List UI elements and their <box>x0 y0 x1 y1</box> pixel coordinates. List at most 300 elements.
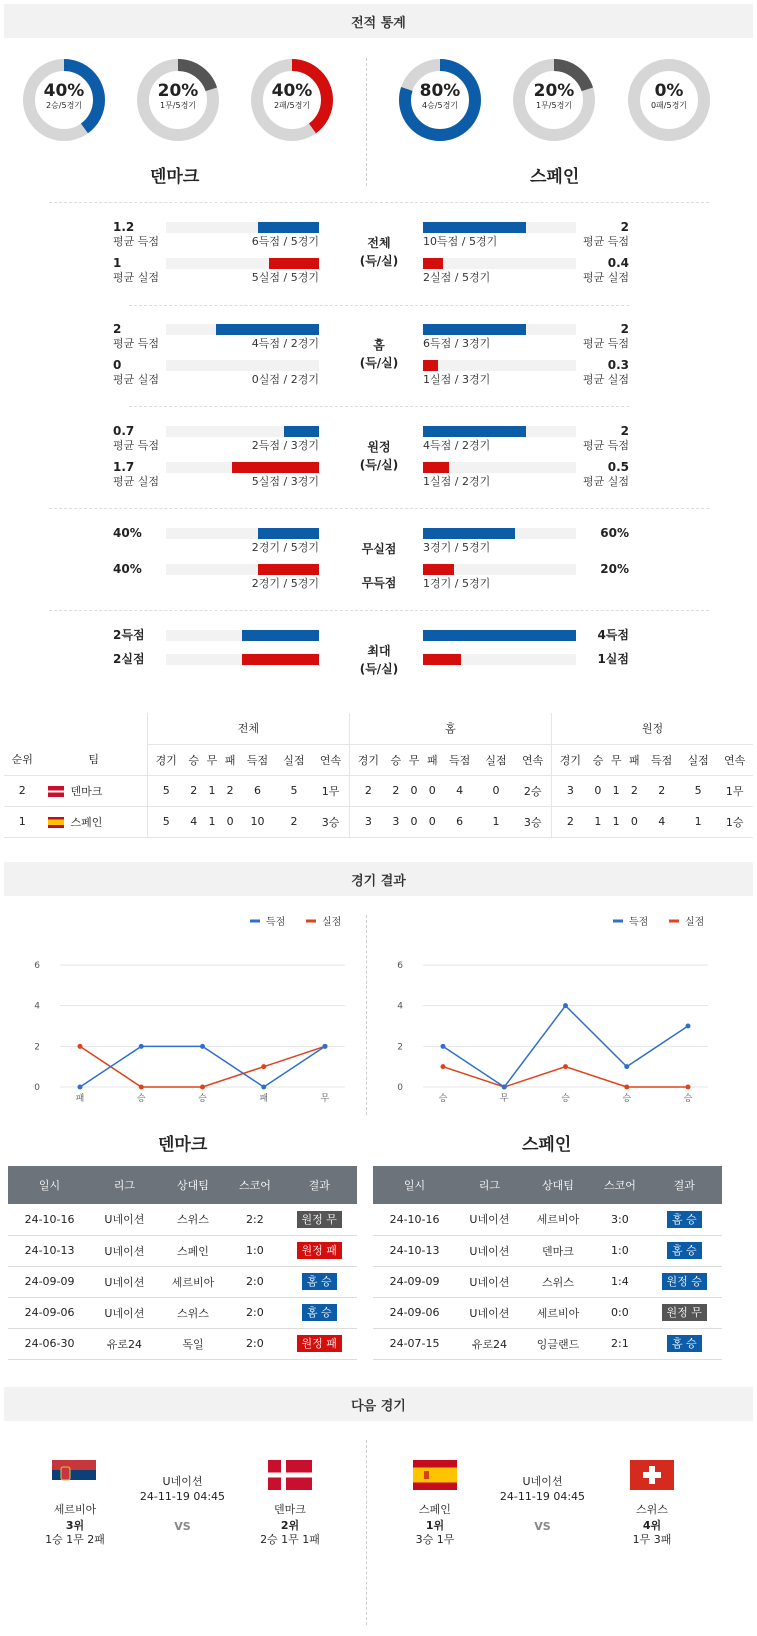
left-bar-caption: 4득점 / 2경기 <box>251 337 319 350</box>
table-cell: 1:4 <box>593 1266 646 1297</box>
column-header: 일시 <box>8 1166 91 1204</box>
center-line: (득/실) <box>359 458 399 472</box>
x-tick-label: 무 <box>499 1094 509 1104</box>
divider <box>366 1440 367 1625</box>
table-cell: 0 <box>589 775 607 806</box>
column-header: 무 <box>203 744 221 775</box>
column-header: 득점 <box>239 744 275 775</box>
column-header: 결과 <box>646 1166 722 1204</box>
right-bar-track <box>423 360 576 371</box>
donut-subtext: 1무/5경기 <box>535 101 573 110</box>
left-stat-value: 2실점 <box>113 652 145 666</box>
center-line: 무득점 <box>361 576 397 590</box>
data-point <box>200 1085 205 1090</box>
y-tick-label: 6 <box>397 961 403 971</box>
next-date: 24-11-19 04:45 <box>139 1490 226 1503</box>
table-cell: 잉글랜드 <box>523 1328 594 1359</box>
left-bar-caption: 0실점 / 2경기 <box>251 373 319 386</box>
divider <box>366 58 367 186</box>
table-cell: 1무 <box>312 775 349 806</box>
column-header: 승 <box>185 744 203 775</box>
next-away-name: 덴마크 <box>274 1503 306 1516</box>
vs-label: VS <box>534 1520 551 1533</box>
donut-percent: 40% <box>271 81 313 101</box>
y-tick-label: 0 <box>34 1083 40 1093</box>
left-bar-track <box>166 564 319 575</box>
right-bar-fill <box>423 258 443 269</box>
right-bar-caption: 4득점 / 2경기 <box>423 439 491 452</box>
table-cell: 3 <box>552 775 589 806</box>
data-point <box>78 1044 83 1049</box>
right-stat-label: 평균 실점 <box>582 373 629 386</box>
table-cell: 1 <box>607 775 625 806</box>
table-cell: 24-09-09 <box>8 1266 91 1297</box>
legend-label: 득점 <box>629 917 649 928</box>
right-stat-value: 2 <box>620 424 629 438</box>
legend-label: 실점 <box>322 917 342 928</box>
column-header: 팀 <box>40 744 147 775</box>
table-cell: 24-10-16 <box>373 1204 456 1235</box>
y-tick-label: 4 <box>34 1001 40 1012</box>
left-bar-fill <box>258 528 319 539</box>
next-date: 24-11-19 04:45 <box>499 1490 586 1503</box>
data-point <box>78 1085 83 1090</box>
table-row <box>4 775 753 806</box>
x-tick-label: 무 <box>320 1094 330 1104</box>
table-cell: 3승 <box>514 806 551 837</box>
next-home-rank: 3위 <box>65 1519 85 1532</box>
table-cell: 유로24 <box>456 1328 522 1359</box>
right-stat-value: 0.4 <box>607 256 629 270</box>
table-cell: 2 <box>185 775 203 806</box>
x-tick-label: 승 <box>438 1094 448 1104</box>
team-name: 스페인 <box>70 815 103 829</box>
table-cell: 1 <box>203 806 221 837</box>
line-chart-right <box>383 905 723 1110</box>
column-header: 연속 <box>312 744 349 775</box>
row-divider <box>49 508 709 509</box>
next-league: U네이션 <box>522 1475 563 1488</box>
result-cell <box>646 1328 722 1359</box>
row-divider <box>129 305 629 306</box>
table-cell: 스위스 <box>158 1204 229 1235</box>
table-cell: 24-09-06 <box>373 1297 456 1328</box>
team-cell <box>40 806 147 837</box>
y-tick-label: 2 <box>34 1042 40 1053</box>
donut-chart <box>398 58 482 142</box>
left-stat-label: 평균 득점 <box>113 439 160 452</box>
left-stat-value: 0.7 <box>113 424 135 438</box>
series-line <box>80 1046 325 1087</box>
table-cell: 0 <box>625 806 643 837</box>
donut-subtext: 1무/5경기 <box>159 101 197 110</box>
right-stat-label: 평균 실점 <box>582 475 629 488</box>
right-bar-fill <box>423 426 526 437</box>
table-cell: 1 <box>680 806 716 837</box>
column-header: 패 <box>423 744 441 775</box>
data-point <box>139 1085 144 1090</box>
team-name-left-results: 덴마크 <box>158 1135 208 1155</box>
right-bar-fill <box>423 528 515 539</box>
column-header: 득점 <box>441 744 477 775</box>
table-cell: 0 <box>478 775 514 806</box>
x-tick-label: 승 <box>136 1094 146 1104</box>
x-tick-label: 패 <box>259 1094 269 1104</box>
right-stat-value: 1실점 <box>597 652 629 666</box>
right-stat-value: 60% <box>600 526 629 540</box>
right-bar-caption: 1실점 / 2경기 <box>423 475 491 488</box>
right-bar-caption: 3경기 / 5경기 <box>423 541 491 554</box>
column-header: 스코어 <box>228 1166 281 1204</box>
result-badge: 홈 승 <box>302 1304 337 1321</box>
left-stat-label: 평균 실점 <box>113 271 160 284</box>
table-cell: 6 <box>441 806 477 837</box>
right-stat-label: 평균 득점 <box>582 439 629 452</box>
y-tick-label: 4 <box>397 1001 403 1012</box>
legend-label: 득점 <box>266 917 286 928</box>
next-away-name: 스위스 <box>636 1503 668 1516</box>
donut-chart <box>22 58 106 142</box>
result-cell <box>646 1297 722 1328</box>
table-cell: 24-10-13 <box>8 1235 91 1266</box>
vs-label: VS <box>174 1520 191 1533</box>
spain-flag-icon <box>413 1460 457 1490</box>
result-badge: 홈 승 <box>302 1273 337 1290</box>
column-header: 실점 <box>680 744 716 775</box>
result-badge: 홈 승 <box>667 1211 702 1228</box>
section-title-stats: 전적 통계 <box>4 4 753 38</box>
result-cell <box>646 1235 722 1266</box>
table-cell: 4 <box>441 775 477 806</box>
column-header: 패 <box>221 744 239 775</box>
left-bar-track <box>166 360 319 371</box>
center-line: (득/실) <box>359 254 399 268</box>
column-header: 득점 <box>643 744 679 775</box>
left-stat-label: 평균 득점 <box>113 235 160 248</box>
table-cell: 2 <box>349 775 386 806</box>
left-stat-value: 40% <box>113 562 142 576</box>
compare-center-label <box>349 438 409 474</box>
result-cell <box>281 1266 357 1297</box>
right-stat-value: 0.3 <box>607 358 629 372</box>
donut-subtext: 2승/5경기 <box>45 101 83 110</box>
left-stat-value: 1.2 <box>113 220 135 234</box>
team-cell <box>40 775 147 806</box>
table-cell: 1:0 <box>593 1235 646 1266</box>
left-bar-track <box>166 222 319 233</box>
row-divider <box>49 202 709 203</box>
donut-subtext: 4승/5경기 <box>421 101 459 110</box>
next-away-record: 2승 1무 1패 <box>260 1533 320 1546</box>
result-badge: 원정 승 <box>662 1273 707 1290</box>
column-header: 실점 <box>478 744 514 775</box>
data-point <box>624 1085 629 1090</box>
table-cell: 1 <box>589 806 607 837</box>
table-row <box>4 806 753 837</box>
right-stat-label: 평균 득점 <box>582 337 629 350</box>
column-header: 연속 <box>716 744 753 775</box>
data-point <box>624 1064 629 1069</box>
right-stat-label: 평균 득점 <box>582 235 629 248</box>
donut-percent: 40% <box>43 81 85 101</box>
table-cell: 5 <box>147 806 184 837</box>
right-bar-track <box>423 462 576 473</box>
table-row <box>8 1328 357 1359</box>
table-cell: 0:0 <box>593 1297 646 1328</box>
table-cell: U네이션 <box>91 1297 157 1328</box>
left-bar-fill <box>258 564 319 575</box>
left-bar-fill <box>242 654 319 665</box>
column-header: 연속 <box>514 744 551 775</box>
left-stat-value: 0 <box>113 358 122 372</box>
table-row <box>8 1297 357 1328</box>
data-point <box>563 1064 568 1069</box>
y-tick-label: 0 <box>397 1083 403 1093</box>
table-cell: U네이션 <box>456 1235 522 1266</box>
table-cell: 1승 <box>716 806 753 837</box>
column-header: 무 <box>607 744 625 775</box>
column-header: 순위 <box>4 744 40 775</box>
table-cell: 덴마크 <box>523 1235 594 1266</box>
table-cell: 2 <box>221 775 239 806</box>
left-bar-fill <box>258 222 319 233</box>
table-cell: 스페인 <box>158 1235 229 1266</box>
table-cell: 세르비아 <box>158 1266 229 1297</box>
series-line <box>80 1046 325 1087</box>
right-bar-track <box>423 630 576 641</box>
left-bar-fill <box>269 258 319 269</box>
next-league: U네이션 <box>162 1475 203 1488</box>
data-point <box>441 1044 446 1049</box>
table-cell: U네이션 <box>91 1266 157 1297</box>
data-point <box>563 1003 568 1008</box>
left-bar-caption: 6득점 / 5경기 <box>251 235 319 248</box>
standings-table <box>4 713 753 838</box>
table-cell: U네이션 <box>456 1266 522 1297</box>
donut-chart <box>136 58 220 142</box>
left-bar-track <box>166 324 319 335</box>
column-header: 승 <box>387 744 405 775</box>
table-cell: 스위스 <box>523 1266 594 1297</box>
donut-chart <box>627 58 711 142</box>
right-bar-fill <box>423 324 526 335</box>
table-row <box>373 1328 722 1359</box>
center-line: 무실점 <box>361 542 397 556</box>
denmark-flag-icon <box>268 1460 312 1490</box>
table-row <box>8 1204 357 1235</box>
legend-label: 실점 <box>685 917 705 928</box>
data-point <box>261 1085 266 1090</box>
table-cell: 4 <box>643 806 679 837</box>
left-bar-fill <box>242 630 319 641</box>
right-bar-track <box>423 564 576 575</box>
divider <box>366 915 367 1115</box>
left-stat-label: 평균 득점 <box>113 337 160 350</box>
left-stat-label: 평균 실점 <box>113 475 160 488</box>
next-home-record: 1승 1무 2패 <box>45 1533 105 1546</box>
right-bar-track <box>423 528 576 539</box>
right-bar-caption: 10득점 / 5경기 <box>423 235 498 248</box>
column-header: 상대팀 <box>158 1166 229 1204</box>
left-stat-value: 1 <box>113 256 122 270</box>
result-badge: 원정 패 <box>297 1242 342 1259</box>
result-cell <box>281 1204 357 1235</box>
x-tick-label: 패 <box>75 1094 85 1104</box>
result-badge: 원정 패 <box>297 1335 342 1352</box>
table-cell: 4 <box>185 806 203 837</box>
left-stat-value: 40% <box>113 526 142 540</box>
x-tick-label: 승 <box>561 1094 570 1104</box>
table-cell: 2:0 <box>228 1266 281 1297</box>
table-cell: 1 <box>607 806 625 837</box>
right-bar-track <box>423 222 576 233</box>
left-bar-caption: 2득점 / 3경기 <box>251 439 319 452</box>
right-bar-fill <box>423 654 461 665</box>
donut-subtext: 0패/5경기 <box>650 101 688 110</box>
left-bar-track <box>166 654 319 665</box>
right-stat-value: 0.5 <box>607 460 629 474</box>
left-bar-caption: 2경기 / 5경기 <box>251 541 319 554</box>
results-table-left <box>8 1166 357 1360</box>
table-cell: 2:0 <box>228 1297 281 1328</box>
table-row <box>373 1235 722 1266</box>
compare-center-label <box>349 642 409 678</box>
next-home-rank: 1위 <box>425 1519 445 1532</box>
table-cell: 5 <box>680 775 716 806</box>
team-name-right: 스페인 <box>530 167 580 187</box>
right-bar-caption: 2실점 / 5경기 <box>423 271 491 284</box>
column-header: 상대팀 <box>523 1166 594 1204</box>
right-bar-fill <box>423 462 449 473</box>
center-line: 원정 <box>367 440 391 454</box>
right-bar-fill <box>423 630 576 641</box>
right-bar-fill <box>423 564 454 575</box>
team-name-right-results: 스페인 <box>522 1135 572 1155</box>
right-stat-label: 평균 실점 <box>582 271 629 284</box>
column-header: 경기 <box>349 744 386 775</box>
donut-percent: 0% <box>654 81 684 101</box>
result-badge: 원정 무 <box>297 1211 342 1228</box>
result-cell <box>646 1266 722 1297</box>
table-cell: 2:1 <box>593 1328 646 1359</box>
right-bar-track <box>423 654 576 665</box>
column-header: 스코어 <box>593 1166 646 1204</box>
table-cell: 1 <box>478 806 514 837</box>
table-cell: U네이션 <box>456 1204 522 1235</box>
left-bar-fill <box>284 426 319 437</box>
table-cell: U네이션 <box>456 1297 522 1328</box>
table-cell: 2:0 <box>228 1328 281 1359</box>
table-cell: 스위스 <box>158 1297 229 1328</box>
result-cell <box>281 1328 357 1359</box>
left-stat-value: 2 <box>113 322 122 336</box>
next-home-record: 3승 1무 <box>415 1533 455 1546</box>
table-row <box>8 1266 357 1297</box>
right-stat-value: 20% <box>600 562 629 576</box>
table-cell: 3승 <box>312 806 349 837</box>
x-tick-label: 승 <box>622 1094 632 1104</box>
column-header: 결과 <box>281 1166 357 1204</box>
right-bar-caption: 1실점 / 3경기 <box>423 373 491 386</box>
left-stat-value: 2득점 <box>113 628 145 642</box>
table-row <box>8 1235 357 1266</box>
switzerland-flag-icon <box>630 1460 674 1490</box>
right-bar-track <box>423 258 576 269</box>
column-header: 경기 <box>552 744 589 775</box>
table-cell: 0 <box>221 806 239 837</box>
denmark-flag-icon <box>48 786 64 797</box>
table-cell: 1 <box>4 806 40 837</box>
y-tick-label: 2 <box>397 1042 403 1053</box>
donut-percent: 20% <box>533 81 575 101</box>
center-line: (득/실) <box>359 662 399 676</box>
table-cell: 24-10-13 <box>373 1235 456 1266</box>
data-point <box>139 1044 144 1049</box>
left-stat-label: 평균 실점 <box>113 373 160 386</box>
next-home-name: 스페인 <box>419 1503 451 1516</box>
table-cell: 0 <box>405 775 423 806</box>
donut-chart <box>250 58 334 142</box>
donut-subtext: 2패/5경기 <box>273 101 311 110</box>
column-header: 패 <box>625 744 643 775</box>
table-cell: 6 <box>239 775 275 806</box>
table-cell: 0 <box>423 806 441 837</box>
spain-flag-icon <box>48 817 64 828</box>
table-cell: U네이션 <box>91 1235 157 1266</box>
table-cell: 10 <box>239 806 275 837</box>
left-bar-caption: 5실점 / 5경기 <box>251 271 319 284</box>
compare-center-label <box>349 540 409 592</box>
section-title-results: 경기 결과 <box>4 862 753 896</box>
table-cell: 세르비아 <box>523 1297 594 1328</box>
center-line: 최대 <box>367 644 391 658</box>
data-point <box>686 1085 691 1090</box>
column-header: 무 <box>405 744 423 775</box>
table-cell: U네이션 <box>91 1204 157 1235</box>
column-header: 리그 <box>456 1166 522 1204</box>
table-cell: 3 <box>387 806 405 837</box>
next-home-name: 세르비아 <box>53 1503 97 1516</box>
left-bar-caption: 2경기 / 5경기 <box>251 577 319 590</box>
table-cell: 1무 <box>716 775 753 806</box>
table-cell: 1:0 <box>228 1235 281 1266</box>
compare-center-label <box>349 336 409 372</box>
left-bar-fill <box>216 324 319 335</box>
column-header: 실점 <box>276 744 312 775</box>
table-cell: 2 <box>625 775 643 806</box>
donut-percent: 80% <box>419 81 461 101</box>
x-tick-label: 승 <box>198 1094 207 1104</box>
column-header: 경기 <box>147 744 184 775</box>
table-cell: 0 <box>423 775 441 806</box>
left-stat-value: 1.7 <box>113 460 135 474</box>
column-header: 일시 <box>373 1166 456 1204</box>
donut-chart <box>512 58 596 142</box>
data-point <box>686 1024 691 1029</box>
right-bar-track <box>423 324 576 335</box>
right-bar-track <box>423 426 576 437</box>
x-tick-label: 승 <box>683 1094 693 1104</box>
series-line <box>443 1067 688 1087</box>
table-cell: 24-06-30 <box>8 1328 91 1359</box>
left-bar-track <box>166 258 319 269</box>
serbia-flag-icon <box>52 1460 96 1490</box>
table-cell: 24-07-15 <box>373 1328 456 1359</box>
result-badge: 홈 승 <box>667 1335 702 1352</box>
table-cell: 1 <box>203 775 221 806</box>
data-point <box>502 1085 507 1090</box>
group-header: 전체 <box>147 713 349 744</box>
